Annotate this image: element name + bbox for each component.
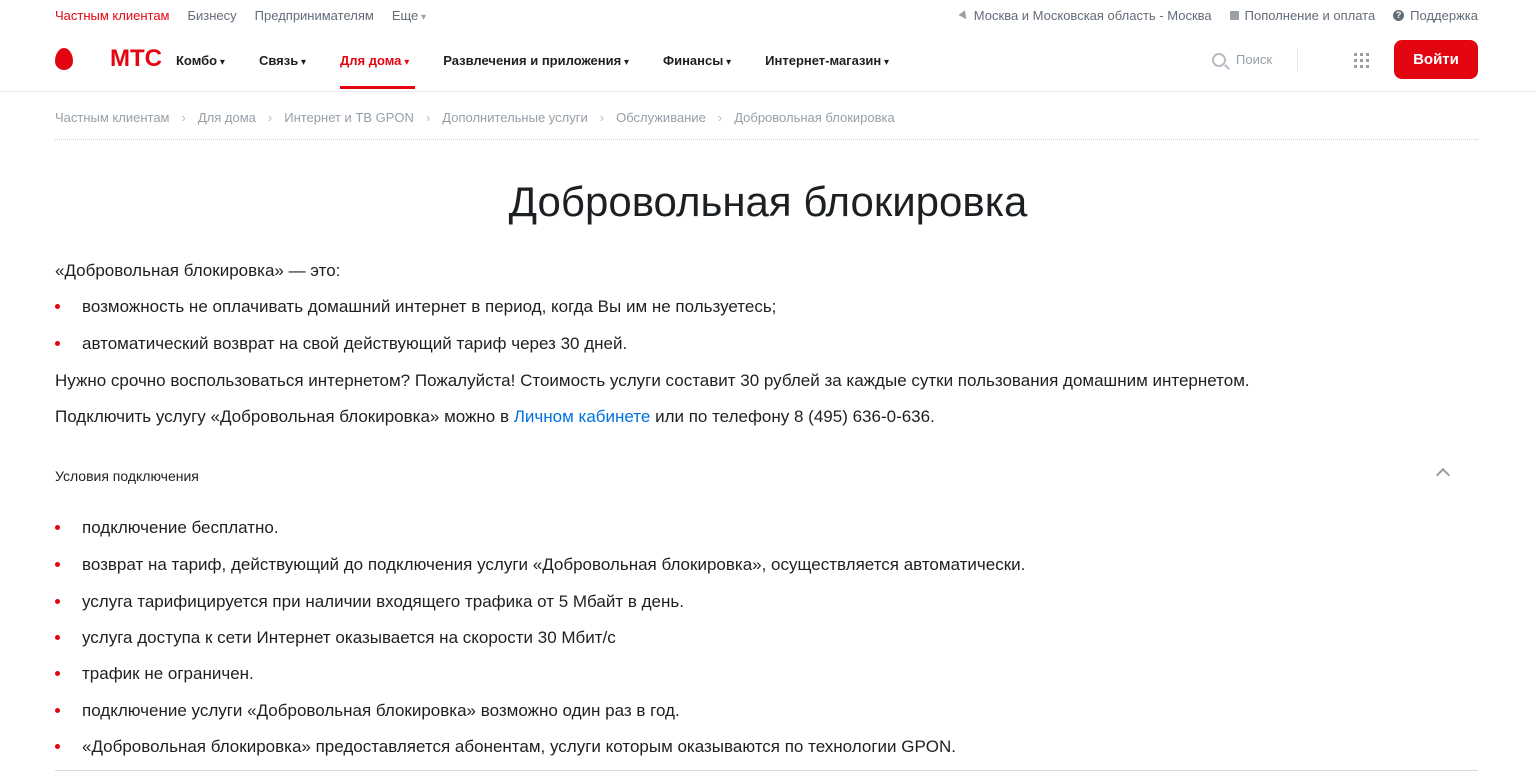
list-item-text: возврат на тариф, действующий до подключения услуги «Добровольная блокировка», осуществляется автоматически. [82, 555, 1026, 574]
list-item [55, 334, 627, 354]
bullet-icon [55, 708, 60, 713]
list-item-text: возможность не оплачивать домашний интернет в период, когда Вы им не пользуетесь; [82, 297, 777, 316]
chevron-right-icon: › [425, 110, 431, 125]
support-link[interactable] [1393, 8, 1478, 23]
urgent-text: Нужно срочно воспользоваться интернетом? Пожалуйста! Стоимость услуги составит 30 рублей за каждые сутки пользования домашним интернетом. [55, 371, 1250, 390]
search-icon [1212, 53, 1226, 67]
search-box[interactable] [1212, 52, 1272, 67]
segment-private[interactable]: Частным клиентам [55, 8, 170, 23]
segment-switcher [55, 8, 426, 23]
main-nav [0, 30, 1536, 92]
bullet-icon [55, 599, 60, 604]
location-icon [958, 10, 969, 21]
nav-item-label: Интернет-магазин [765, 53, 882, 68]
list-item-text: «Добровольная блокировка» предоставляется абонентам, услуги которым оказываются по технологии GPON. [82, 737, 957, 756]
region-selector[interactable] [960, 8, 1212, 23]
login-button[interactable]: Войти [1394, 40, 1478, 79]
list-item-text: услуга доступа к сети Интернет оказывается на скорости 30 Мбит/с [82, 628, 616, 647]
list-item [55, 701, 680, 721]
help-icon: ? [1393, 10, 1404, 21]
breadcrumb [55, 110, 907, 125]
list-item-text: трафик не ограничен. [82, 664, 254, 683]
list-item [55, 628, 616, 648]
payments-label: Пополнение и оплата [1244, 8, 1376, 23]
connect-suffix: или по телефону 8 (495) 636-0-636. [650, 407, 935, 426]
page-title: Добровольная блокировка [508, 178, 1028, 225]
list-item [55, 664, 254, 684]
apps-grid-icon[interactable] [1354, 53, 1369, 68]
nav-item-combo[interactable] [176, 53, 225, 68]
nav-item-home[interactable] [340, 53, 409, 68]
active-underline [340, 86, 415, 89]
breadcrumb-item[interactable]: Обслуживание [616, 110, 706, 125]
section-divider [55, 770, 1478, 771]
list-item [55, 737, 956, 757]
chevron-right-icon: › [267, 110, 273, 125]
nav-item-finance[interactable] [663, 53, 731, 68]
segment-entrepreneurs[interactable]: Предпринимателям [254, 8, 374, 23]
list-item [55, 555, 1025, 575]
bullet-icon [55, 304, 60, 309]
breadcrumb-item[interactable]: Для дома [197, 110, 256, 125]
nav-item-shop[interactable] [765, 53, 889, 68]
top-utilities [960, 8, 1478, 23]
list-item [55, 518, 279, 538]
list-item [55, 297, 776, 317]
segment-more[interactable]: Еще ▾ [392, 8, 426, 23]
bullet-icon [55, 525, 60, 530]
chevron-right-icon: › [599, 110, 605, 125]
breadcrumb-item[interactable]: Интернет и ТВ GPON [284, 110, 414, 125]
list-item-text: автоматический возврат на свой действующий тариф через 30 дней. [82, 334, 628, 353]
segment-business[interactable]: Бизнесу [187, 8, 237, 23]
nav-item-label: Комбо [176, 53, 218, 68]
breadcrumb-item[interactable]: Частным клиентам [55, 110, 170, 125]
conditions-accordion-title[interactable]: Условия подключения [55, 468, 199, 484]
list-item-text: подключение бесплатно. [82, 518, 279, 537]
chevron-up-icon[interactable] [1436, 468, 1450, 482]
top-bar [0, 0, 1536, 30]
connect-prefix: Подключить услугу «Добровольная блокировка» можно в [55, 407, 514, 426]
nav-menu [176, 53, 923, 68]
intro-text: «Добровольная блокировка» — это: [55, 261, 341, 280]
payments-link[interactable] [1230, 8, 1376, 23]
breadcrumb-item[interactable]: Дополнительные услуги [442, 110, 588, 125]
nav-item-label: Для дома [340, 53, 402, 68]
list-item [55, 592, 684, 612]
nav-item-svyaz[interactable] [259, 53, 306, 68]
support-label: Поддержка [1410, 8, 1478, 23]
region-label: Москва и Московская область - Москва [973, 8, 1212, 23]
chevron-right-icon: › [181, 110, 186, 125]
bullet-icon [55, 744, 60, 749]
bullet-icon [55, 341, 60, 346]
nav-item-label: Финансы [662, 53, 724, 68]
logo-text: МТС [110, 45, 162, 72]
chevron-right-icon: › [717, 110, 723, 125]
list-item-text: услуга тарифицируется при наличии входящего трафика от 5 Мбайт в день. [82, 592, 684, 611]
search-placeholder: Поиск [1236, 52, 1273, 67]
nav-item-label: Связь [258, 53, 299, 68]
breadcrumb-current: Добровольная блокировка [734, 110, 895, 125]
bullet-icon [55, 635, 60, 640]
connect-text [55, 407, 935, 427]
bullet-icon [55, 671, 60, 676]
breadcrumb-divider [55, 139, 1478, 140]
logo[interactable] [55, 45, 162, 72]
divider [1297, 48, 1298, 72]
nav-item-label: Развлечения и приложения [443, 53, 622, 68]
bullet-icon [55, 562, 60, 567]
wallet-icon [1230, 11, 1239, 20]
logo-egg-icon [55, 48, 73, 70]
nav-item-entertainment[interactable] [443, 53, 629, 68]
list-item-text: подключение услуги «Добровольная блокировка» возможно один раз в год. [82, 701, 680, 720]
personal-account-link[interactable]: Личном кабинете [513, 407, 651, 426]
